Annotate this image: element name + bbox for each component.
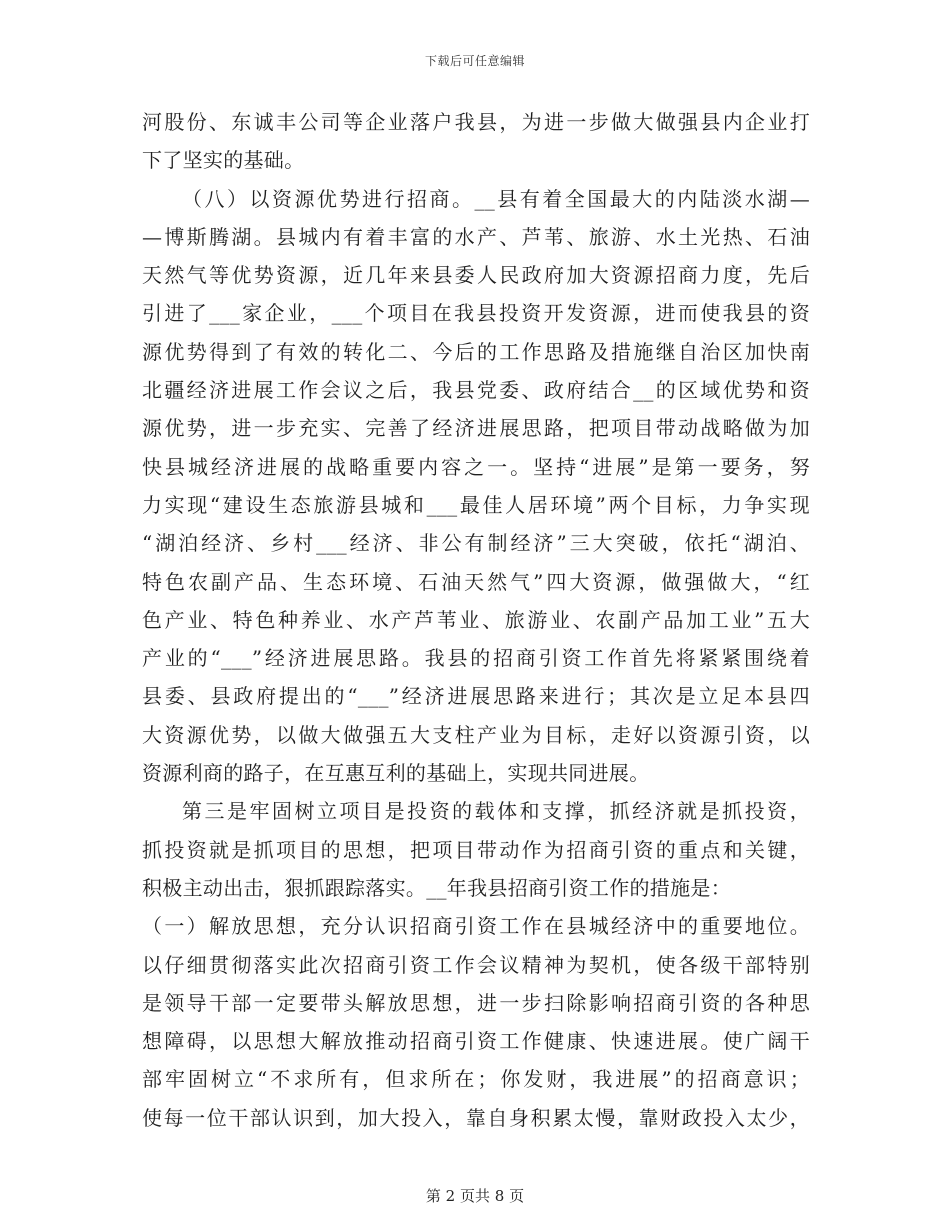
page-header: 下载后可任意编辑	[424, 54, 525, 68]
text-line: 河股份、东诚丰公司等企业落户我县，为进一步做大做强县内企业打	[142, 110, 810, 134]
text-line: （八）以资源优势进行招商。__县有着全国最大的内陆淡水湖—	[182, 186, 810, 211]
text-line: 想障碍，以思想大解放推动招商引资工作健康、快速进展。使广阔干	[142, 1029, 810, 1054]
text-line: 下了坚实的基础。	[142, 148, 305, 173]
text-line: （一）解放思想，充分认识招商引资工作在县城经济中的重要地位。	[142, 914, 810, 939]
page-footer: 第 2 页共 8 页	[425, 1187, 525, 1205]
text-line: 源优势得到了有效的转化二、今后的工作思路及措施继自治区加快南	[142, 339, 810, 364]
text-line: 部牢固树立“不求所有，但求所在；你发财，我进展”的招商意识；	[142, 1067, 810, 1092]
text-line: 第三是牢固树立项目是投资的载体和支撑，抓经济就是抓投资，	[182, 799, 810, 824]
text-line: 积极主动出击，狠抓跟踪落实。__年我县招商引资工作的措施是：	[142, 875, 731, 900]
text-line: 大资源优势，以做大做强五大支柱产业为目标，走好以资源引资，以	[142, 722, 810, 747]
text-line: 源优势，进一步充实、完善了经济进展思路，把项目带动战略做为加	[142, 416, 810, 441]
document-body	[142, 103, 810, 1137]
text-line: 资源利商的路子，在互惠互利的基础上，实现共同进展。	[142, 761, 650, 786]
text-line: 引进了___家企业，___个项目在我县投资开发资源，进而使我县的资	[142, 301, 810, 326]
text-line: 快县城经济进展的战略重要内容之一。坚持“进展”是第一要务，努	[142, 454, 810, 479]
text-line: 县委、县政府提出的“___”经济进展思路来进行；其次是立足本县四	[142, 684, 810, 709]
text-line: 是领导干部一定要带头解放思想，进一步扫除影响招商引资的各种思	[142, 990, 810, 1015]
text-line: 色产业、特色种养业、水产芦苇业、旅游业、农副产品加工业”五大	[142, 607, 810, 632]
text-line: 使每一位干部认识到，加大投入，靠自身积累太慢，靠财政投入太少，	[142, 1105, 810, 1130]
text-line: 特色农副产品、生态环境、石油天然气”四大资源，做强做大，“红	[142, 569, 810, 594]
text-line: 力实现“建设生态旅游县城和___最佳人居环境”两个目标，力争实现	[142, 492, 810, 517]
text-line: 以仔细贯彻落实此次招商引资工作会议精神为契机，使各级干部特别	[142, 952, 810, 977]
text-line: 北疆经济进展工作会议之后，我县党委、政府结合__的区域优势和资	[142, 378, 810, 403]
text-line: 产业的“___”经济进展思路。我县的招商引资工作首先将紧紧围绕着	[142, 646, 810, 671]
text-line: —博斯腾湖。县城内有着丰富的水产、芦苇、旅游、水土光热、石油	[142, 224, 810, 249]
text-line: “湖泊经济、乡村___经济、非公有制经济”三大突破，依托“湖泊、	[142, 531, 810, 556]
text-line: 天然气等优势资源，近几年来县委人民政府加大资源招商力度，先后	[142, 263, 810, 288]
text-line: 抓投资就是抓项目的思想，把项目带动作为招商引资的重点和关键，	[142, 837, 810, 862]
